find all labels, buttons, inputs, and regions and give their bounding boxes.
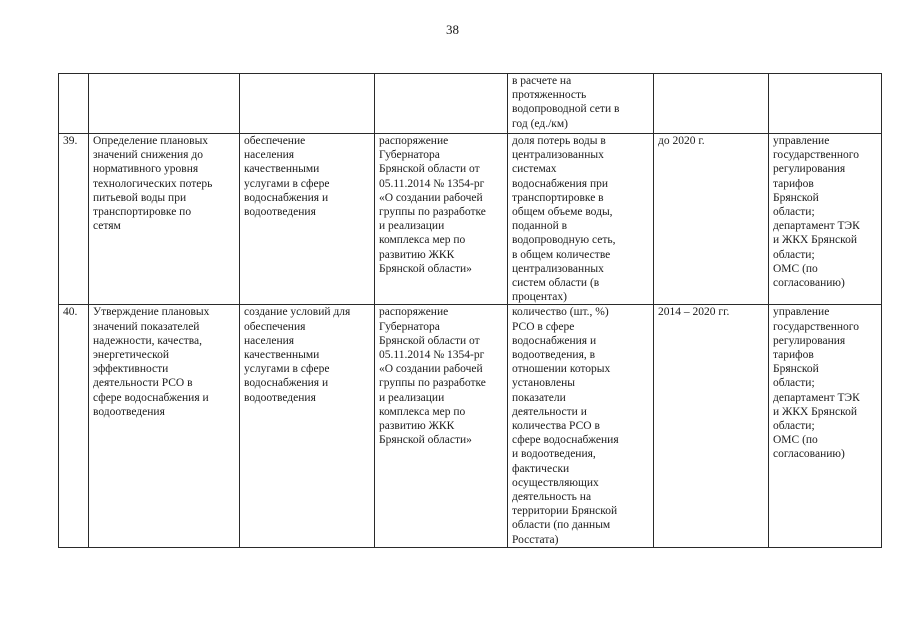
deadline-cell xyxy=(654,74,769,134)
indicator-cell: доля потерь воды в централизованных системах водоснабжения при транспортировке в общем объеме воды, поданной в водопроводную сеть, в общем количестве централизованных систем области (в процентах) xyxy=(508,134,654,305)
responsible-cell: управление государственного регулирования тарифов Брянской области; департамент ТЭК и ЖКХ Брянской области; ОМС (по согласованию) xyxy=(769,134,882,305)
measure-cell: Определение плановых значений снижения до нормативного уровня технологических потерь питьевой воды при транспортировке по сетям xyxy=(89,134,240,305)
goal-cell xyxy=(240,74,375,134)
row-number-cell: 39. xyxy=(59,134,89,305)
indicator-cell: количество (шт., %) РСО в сфере водоснабжения и водоотведения, в отношении которых установлены показатели деятельности и количества РСО в сфере водоснабжения и водоотведения, фактически осуществляющих деятельность на территории Брянской области (по данным Росстата) xyxy=(508,305,654,547)
measure-cell xyxy=(89,74,240,134)
deadline-cell: 2014 – 2020 гг. xyxy=(654,305,769,547)
document-cell: распоряжение Губернатора Брянской области от 05.11.2014 № 1354-рг «О создании рабочей группы по разработке и реализации комплекса мер по развитию ЖКК Брянской области» xyxy=(375,134,508,305)
deadline-cell: до 2020 г. xyxy=(654,134,769,305)
indicator-cell: в расчете на протяженность водопроводной сети в год (ед./км) xyxy=(508,74,654,134)
responsible-cell: управление государственного регулирования тарифов Брянской области; департамент ТЭК и ЖКХ Брянской области; ОМС (по согласованию) xyxy=(769,305,882,547)
document-cell xyxy=(375,74,508,134)
table-row-40 xyxy=(59,305,882,547)
goal-cell: обеспечение населения качественными услугами в сфере водоснабжения и водоотведения xyxy=(240,134,375,305)
row-number-cell xyxy=(59,74,89,134)
document-cell: распоряжение Губернатора Брянской области от 05.11.2014 № 1354-рг «О создании рабочей группы по разработке и реализации комплекса мер по развитию ЖКК Брянской области» xyxy=(375,305,508,547)
measures-table xyxy=(58,73,882,548)
row-number-cell: 40. xyxy=(59,305,89,547)
table-row-39 xyxy=(59,134,882,305)
goal-cell: создание условий для обеспечения населения качественными услугами в сфере водоснабжения и водоотведения xyxy=(240,305,375,547)
page-number: 38 xyxy=(446,22,459,37)
table-row-continuation xyxy=(59,74,882,134)
responsible-cell xyxy=(769,74,882,134)
measure-cell: Утверждение плановых значений показателей надежности, качества, энергетической эффективности деятельности РСО в сфере водоснабжения и водоотведения xyxy=(89,305,240,547)
